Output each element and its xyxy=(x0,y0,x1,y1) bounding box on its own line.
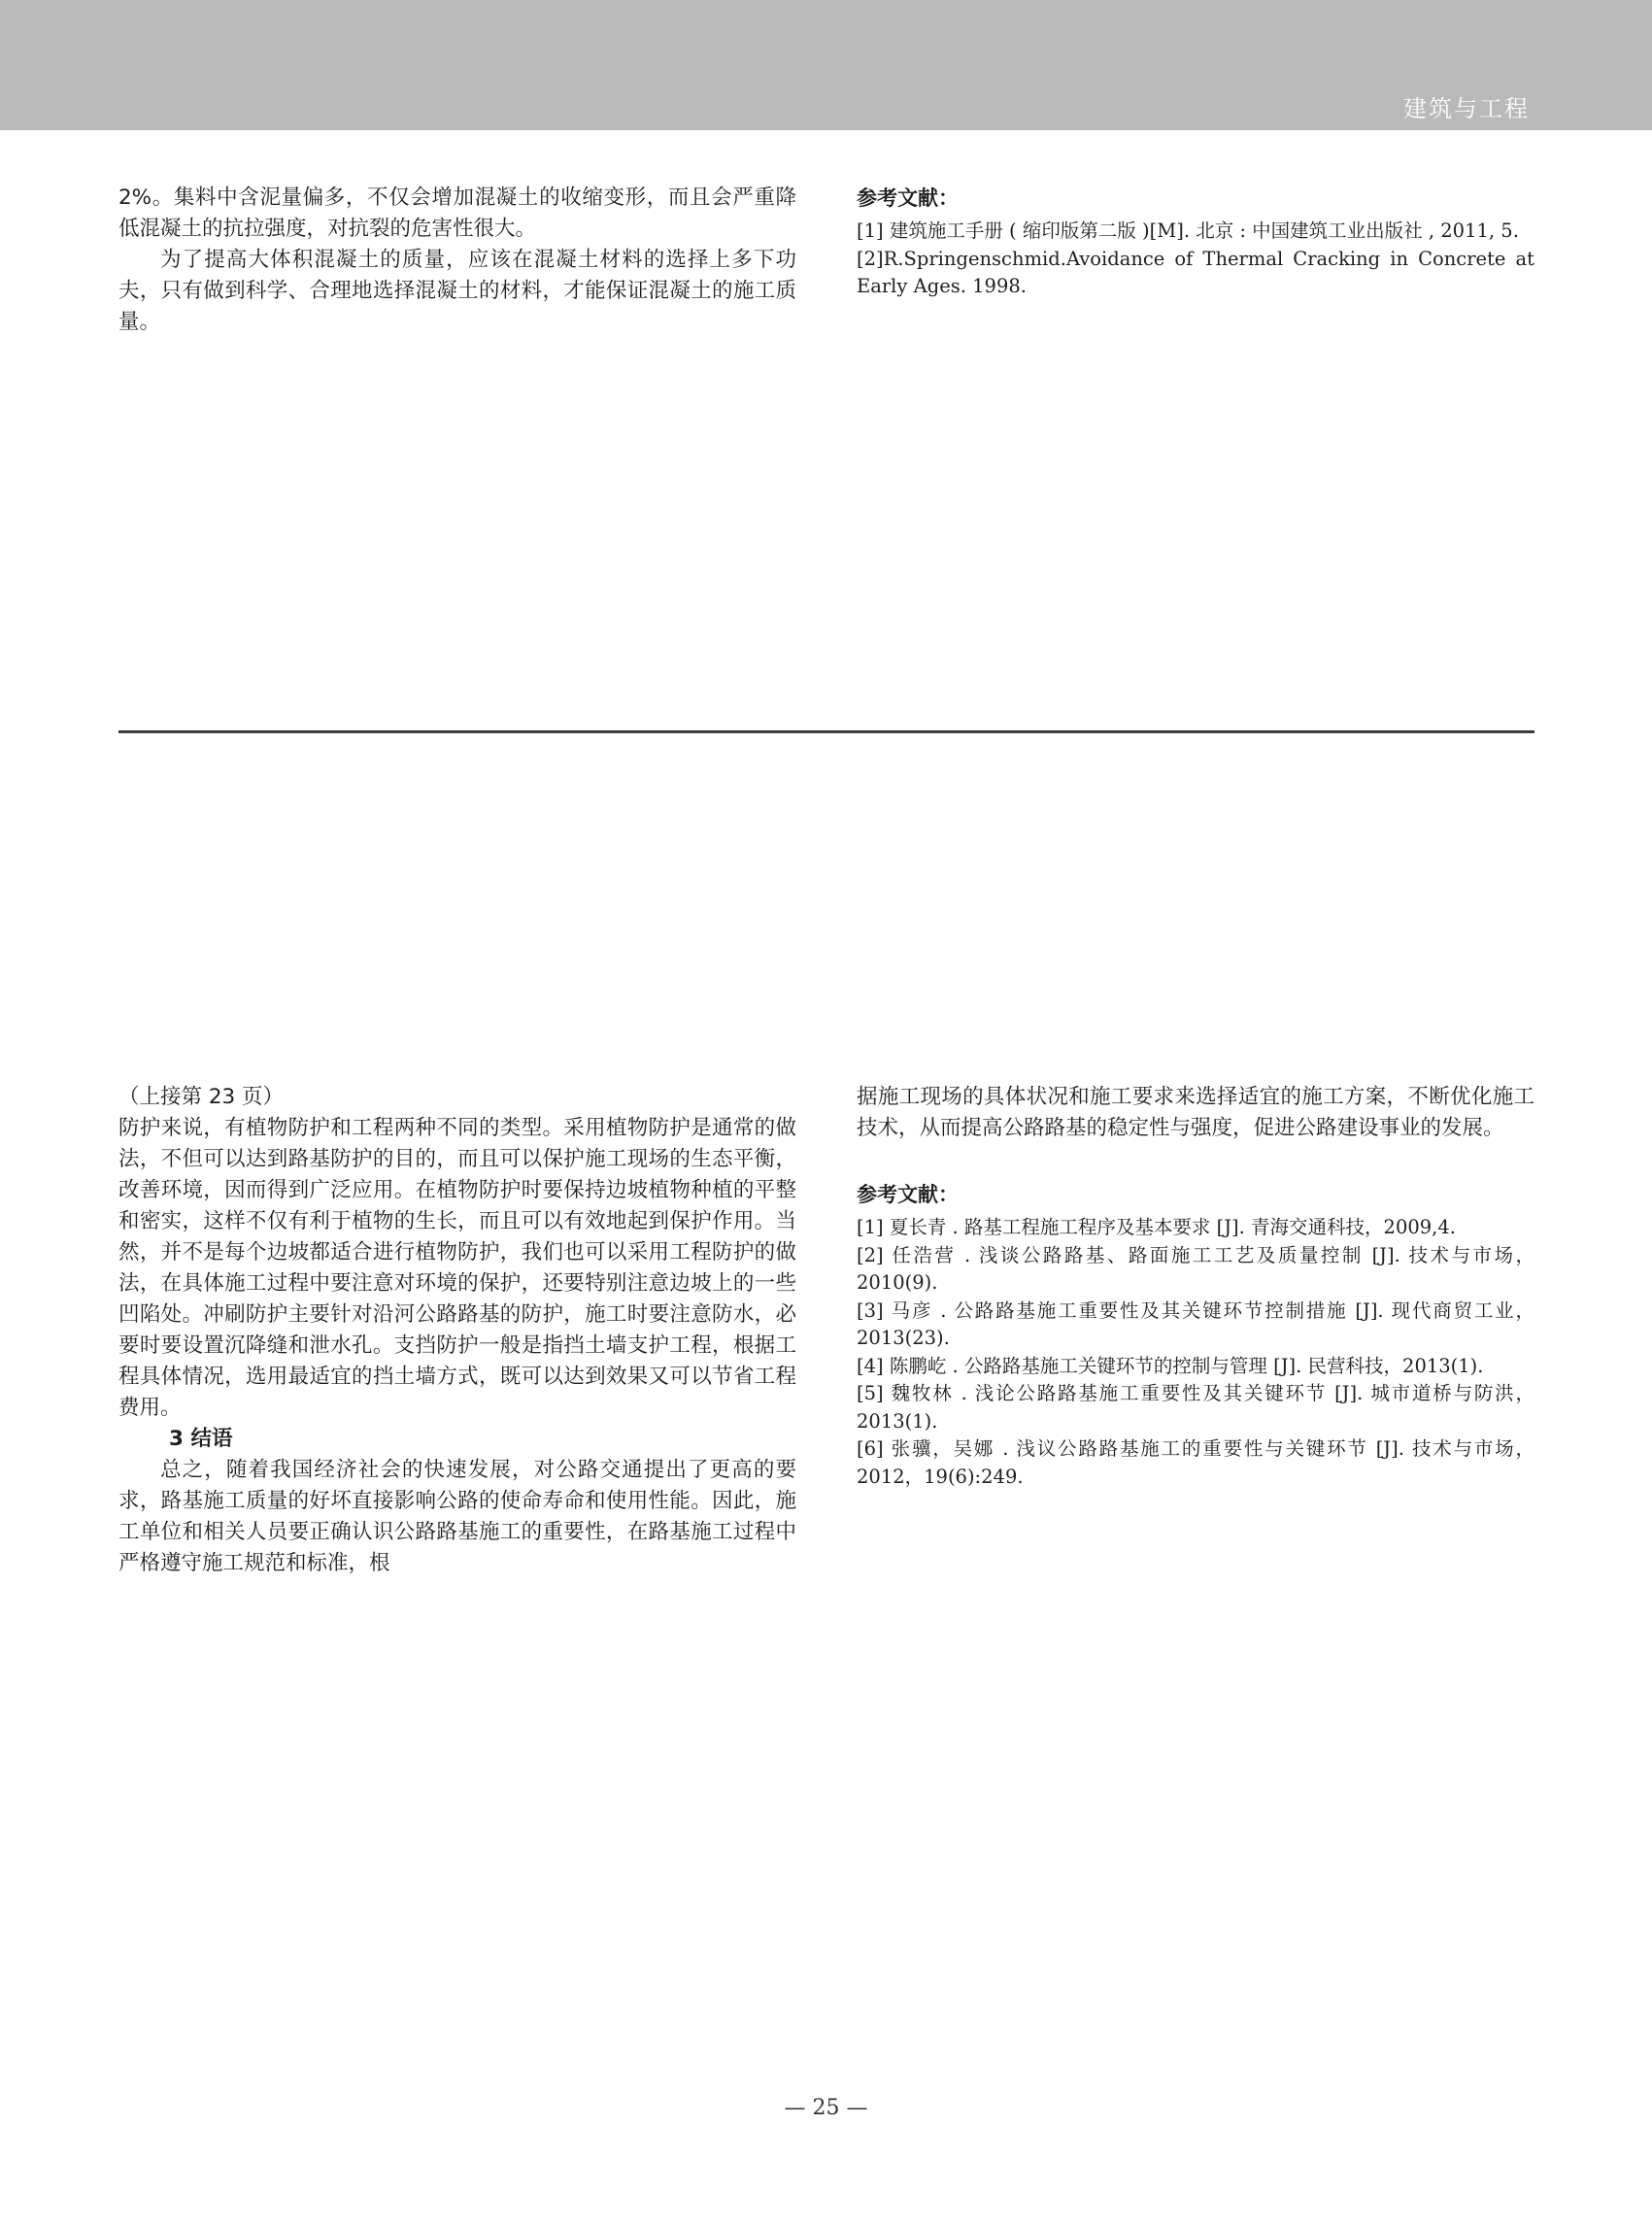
section-heading: 3 结语 xyxy=(169,1427,233,1451)
references-title: 参考文献： xyxy=(857,186,959,210)
bottom-right-column xyxy=(857,1082,1534,1491)
references-title: 参考文献： xyxy=(857,1183,959,1206)
reference-item: [2]R.Springenschmid.Avoidance of Thermal Cracking in Concrete at Early Ages. 1998. xyxy=(857,247,1534,297)
section-divider xyxy=(118,730,1534,733)
bottom-left-column xyxy=(118,1082,796,1579)
continued-from-note: （上接第 23 页） xyxy=(118,1085,285,1109)
reference-item: [2] 任浩营 . 浅谈公路路基、路面施工工艺及质量控制 [J]. 技术与市场，2010(9). xyxy=(857,1243,1534,1294)
reference-item: [6] 张骥，吴娜 . 浅议公路路基施工的重要性与关键环节 [J]. 技术与市场，2012，19(6):249. xyxy=(857,1437,1534,1488)
reference-item: [1] 建筑施工手册 ( 缩印版第二版 )[M]. 北京 : 中国建筑工业出版社 , 2011, 5. xyxy=(857,219,1519,242)
top-paragraph-1: 2%。集料中含泥量偏多，不仅会增加混凝土的收缩变形，而且会严重降低混凝土的抗拉强度，对抗裂的危害性很大。 xyxy=(118,186,796,241)
reference-item: [5] 魏牧林 . 浅论公路路基施工重要性及其关键环节 [J]. 城市道桥与防洪，2013(1). xyxy=(857,1382,1534,1433)
top-references xyxy=(857,183,1534,301)
body-paragraph: 总之，随着我国经济社会的快速发展，对公路交通提出了更高的要求，路基施工质量的好坏直接影响公路的使命寿命和使用性能。因此，施工单位和相关人员要正确认识公路路基施工的重要性，在路基施工过程中严格遵守施工规范和标准，根 xyxy=(118,1458,796,1575)
reference-item: [1] 夏长青 . 路基工程施工程序及基本要求 [J]. 青海交通科技，2009,4. xyxy=(857,1216,1456,1238)
reference-item: [4] 陈鹏屹 . 公路路基施工关键环节的控制与管理 [J]. 民营科技，2013(1). xyxy=(857,1354,1484,1377)
reference-item: [3] 马彦 . 公路路基施工重要性及其关键环节控制措施 [J]. 现代商贸工业，2013(23). xyxy=(857,1298,1534,1349)
section-tag: 建筑与工程 xyxy=(1403,95,1530,122)
top-paragraph-2: 为了提高大体积混凝土的质量，应该在混凝土材料的选择上多下功夫，只有做到科学、合理地选择混凝土的材料，才能保证混凝土的施工质量。 xyxy=(118,248,796,334)
page-number: — 25 — xyxy=(784,2096,868,2120)
body-paragraph: 防护来说，有植物防护和工程两种不同的类型。采用植物防护是通常的做法，不但可以达到路基防护的目的，而且可以保护施工现场的生态平衡，改善环境，因而得到广泛应用。在植物防护时要保持边坡植物种植的平整和密实，这样不仅有利于植物的生长，而且可以有效地起到保护作用。当然，并不是每个边坡都适合进行植物防护，我们也可以采用工程防护的做法，在具体施工过程中要注意对环境的保护，还要特别注意边坡上的一些凹陷处。冲刷防护主要针对沿河公路路基的防护，施工时要注意防水，必要时要设置沉降缝和泄水孔。支挡防护一般是指挡土墙支护工程，根据工程具体情况，选用最适宜的挡土墙方式，既可以达到效果又可以节省工程费用。 xyxy=(118,1116,796,1420)
top-left-column xyxy=(118,183,796,338)
body-paragraph: 据施工现场的具体状况和施工要求来选择适宜的施工方案，不断优化施工技术，从而提高公路路基的稳定性与强度，促进公路建设事业的发展。 xyxy=(857,1085,1534,1140)
